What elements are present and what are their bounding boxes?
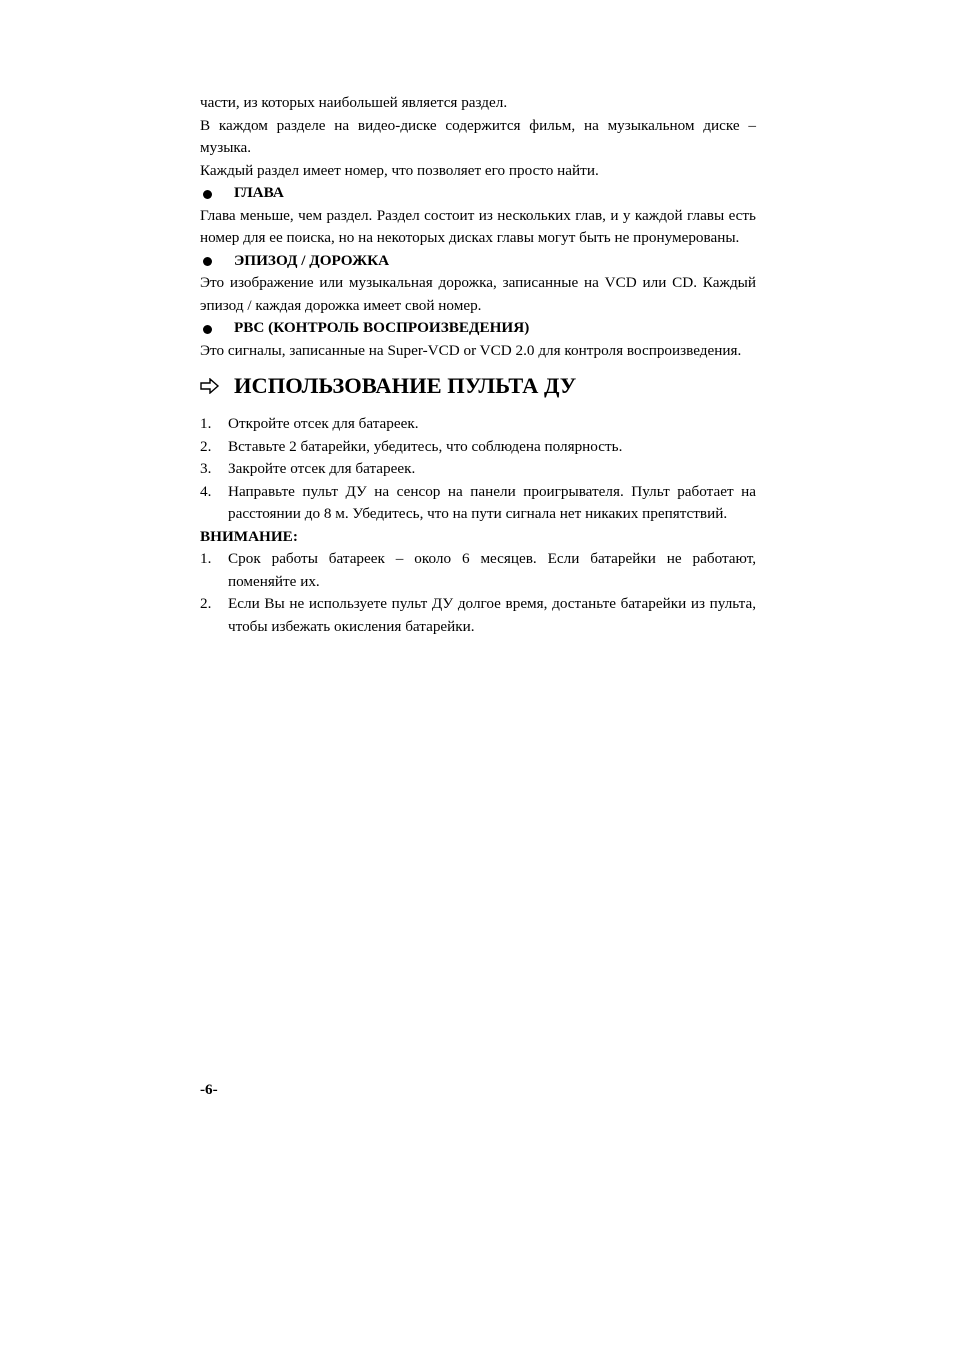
steps-list	[200, 413, 756, 526]
right-arrow-outline-icon	[200, 378, 220, 394]
list-item: 2. Если Вы не используете пульт ДУ долгое время, достаньте батарейки из пульта, чтобы избежать окисления батарейки.	[200, 595, 756, 635]
definition-heading-text: ГЛАВА	[234, 184, 284, 201]
bullet-icon	[203, 325, 212, 334]
definition-text-pbc: Это сигналы, записанные на Super-VCD or VCD 2.0 для контроля воспроизведения.	[200, 341, 742, 359]
intro-paragraph-3: Каждый раздел имеет номер, что позволяет его просто найти.	[200, 161, 599, 179]
definition-heading-chapter	[200, 182, 756, 205]
list-item: 1. Срок работы батареек – около 6 месяцев. Если батарейки не работают, поменяйте их.	[200, 550, 756, 590]
list-item: 1. Откройте отсек для батареек.	[200, 415, 419, 432]
section-heading	[200, 371, 756, 401]
definition-heading-text: ЭПИЗОД / ДОРОЖКА	[234, 251, 390, 269]
intro-paragraph-1: части, из которых наибольшей является раздел.	[200, 94, 508, 111]
intro-paragraph-2: В каждом разделе на видео-диске содержится фильм, на музыкальном диске – музыка.	[200, 116, 756, 156]
bullet-icon	[203, 190, 212, 199]
list-item: 3. Закройте отсек для батареек.	[200, 460, 416, 477]
page-number: -6-	[200, 1081, 218, 1098]
list-item: 4. Направьте пульт ДУ на сенсор на панели проигрывателя. Пульт работает на расстоянии до 8 м. Убедитесь, что на пути сигнала нет никаких препятствий.	[200, 482, 756, 522]
list-item: 2. Вставьте 2 батарейки, убедитесь, что соблюдена полярность.	[200, 437, 623, 455]
definition-heading-pbc	[200, 317, 756, 340]
page-content	[200, 92, 756, 638]
section-title: ИСПОЛЬЗОВАНИЕ ПУЛЬТА ДУ	[234, 373, 577, 398]
definition-text-chapter: Глава меньше, чем раздел. Раздел состоит из нескольких глав, и у каждой главы есть номер для ее поиска, но на некоторых дисках главы могут быть не пронумерованы.	[200, 206, 756, 246]
warning-list	[200, 548, 756, 638]
warning-label: ВНИМАНИЕ:	[200, 527, 298, 545]
definition-heading-text: PBC (КОНТРОЛЬ ВОСПРОИЗВЕДЕНИЯ)	[234, 319, 530, 336]
bullet-icon	[203, 257, 212, 266]
definition-heading-episode	[200, 250, 756, 273]
definition-text-episode: Это изображение или музыкальная дорожка, записанные на VCD или CD. Каждый эпизод / каждая дорожка имеет свой номер.	[200, 274, 756, 314]
